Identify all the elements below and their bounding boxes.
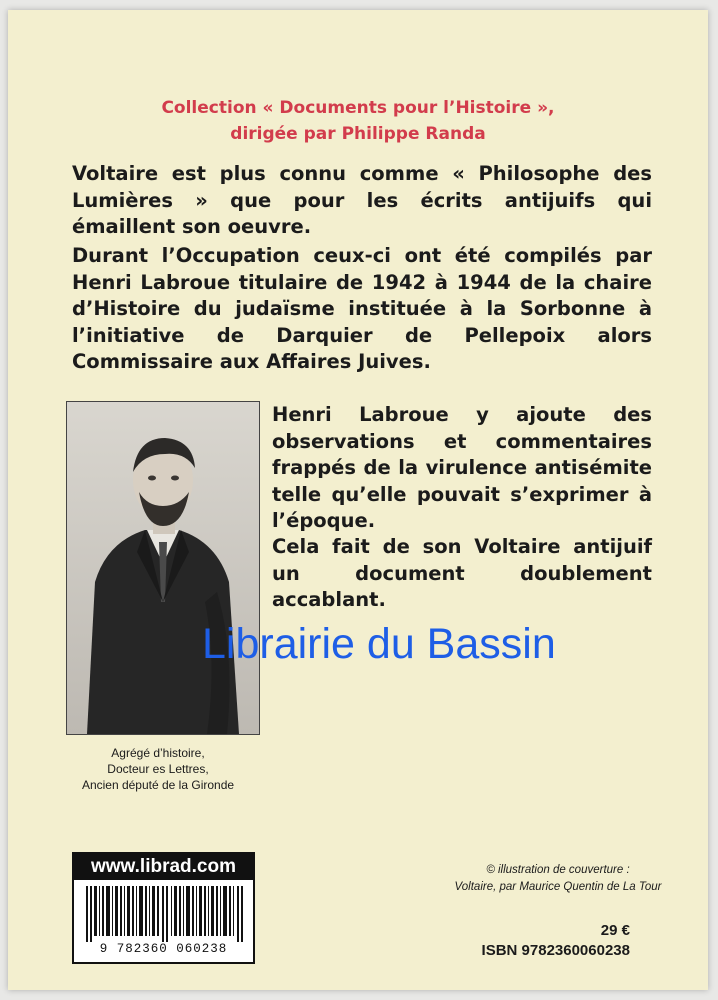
caption-line-2: Docteur es Lettres, bbox=[107, 762, 209, 776]
collection-heading bbox=[8, 95, 708, 147]
caption-line-3: Ancien député de la Gironde bbox=[81, 778, 235, 792]
collection-line-2: dirigée par Philippe Randa bbox=[230, 124, 486, 144]
author-portrait-photo bbox=[66, 401, 260, 735]
blurb-paragraph-4: Cela fait de son Voltaire antijuif un document doublement accablant. bbox=[272, 535, 652, 611]
portrait-figure bbox=[67, 402, 259, 734]
cover-illustration-credit bbox=[408, 862, 708, 896]
barcode-bars bbox=[86, 886, 246, 942]
blurb-paragraph-3: Henri Labroue y ajoute des observations et commentaires frappés de la virulence antisémite telle qu’elle pouvait s’exprimer à l’époque. bbox=[272, 403, 652, 532]
portrait-caption bbox=[48, 745, 268, 793]
bookshop-watermark: Librairie du Bassin bbox=[202, 620, 556, 668]
blurb-paragraph-2: Durant l’Occupation ceux-ci ont été compilés par Henri Labroue titulaire de 1942 à 1944 de la chaire d’Histoire du judaïsme instituée à la Sorbonne à l’initiative de Darquier de Pellepoix alors Commissaire aux Affaires Juives. bbox=[72, 244, 652, 373]
price-label: 29 € bbox=[600, 922, 630, 939]
barcode-number: 9 782360 060238 bbox=[99, 942, 228, 956]
blurb-paragraph-1: Voltaire est plus connu comme « Philosophe des Lumières » que pour les écrits antijuifs qui émaillent son oeuvre. bbox=[72, 162, 652, 238]
book-back-cover bbox=[8, 10, 708, 990]
barcode-block bbox=[72, 852, 255, 964]
collection-line-1: Collection « Documents pour l’Histoire », bbox=[161, 98, 555, 118]
publisher-website: www.librad.com bbox=[74, 854, 253, 880]
isbn-label: ISBN 9782360060238 bbox=[481, 942, 630, 959]
credit-line-1: © illustration de couverture : bbox=[486, 864, 630, 876]
credit-line-2: Voltaire, par Maurice Quentin de La Tour bbox=[454, 881, 662, 893]
caption-line-1: Agrégé d’histoire, bbox=[111, 746, 205, 760]
